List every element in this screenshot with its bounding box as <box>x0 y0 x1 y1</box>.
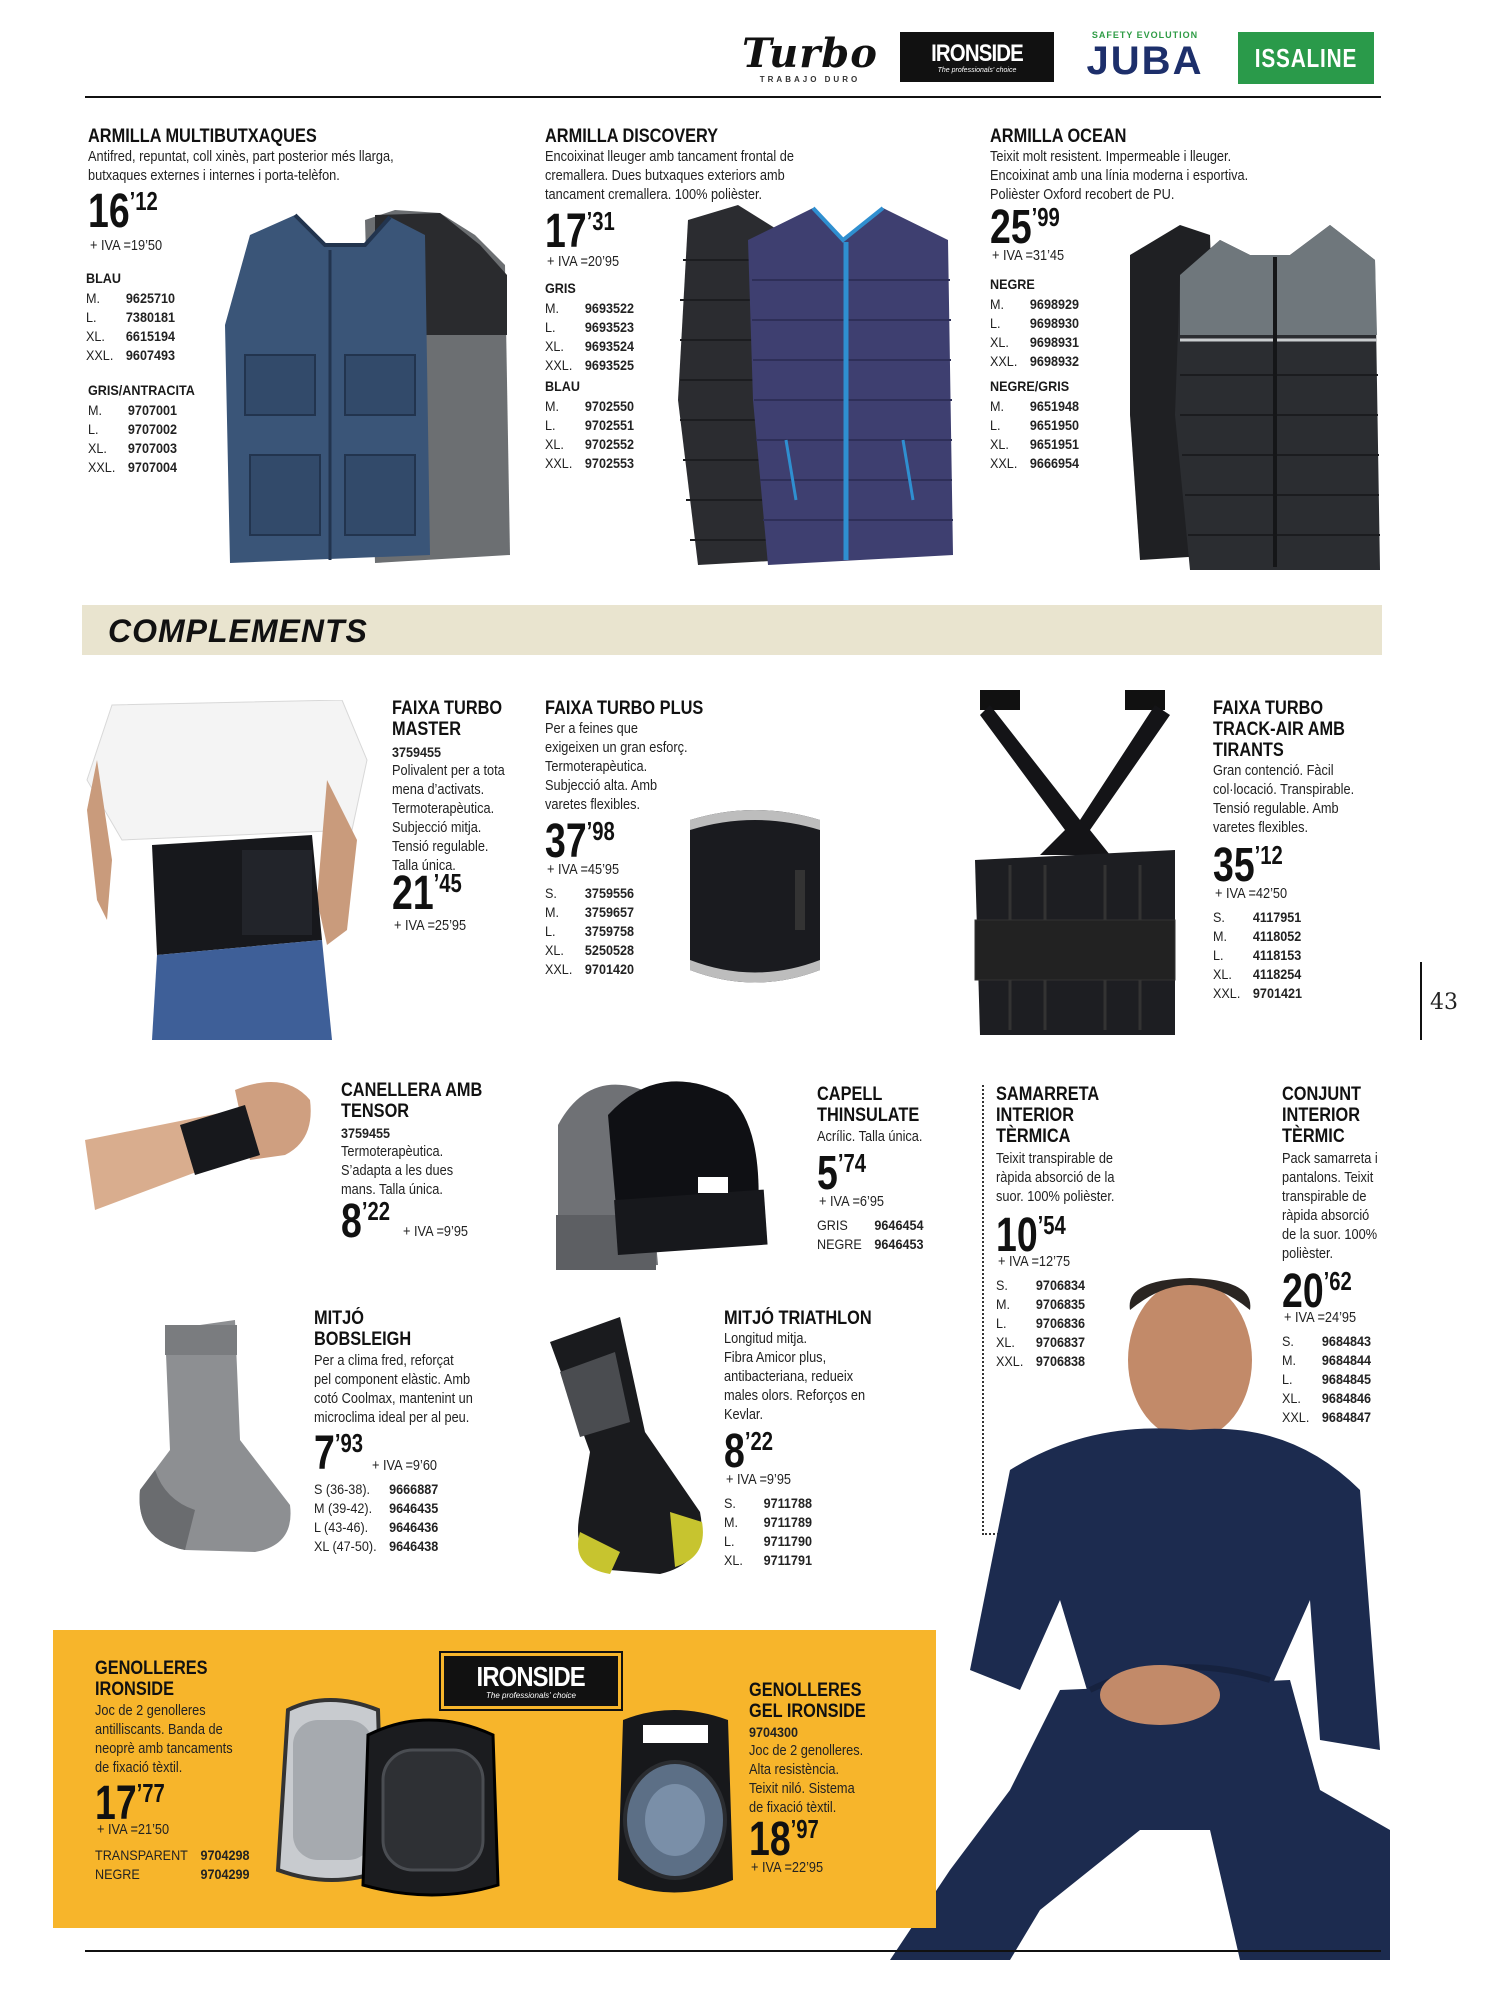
color-group-label: GRIS <box>545 280 576 296</box>
color-reference-list <box>95 1846 250 1884</box>
footer-rule <box>85 1950 1381 1952</box>
reference-row: XXL. 9701420 <box>545 961 634 977</box>
product-price: 7’93 <box>314 1427 364 1480</box>
reference-row: M. 9625710 <box>86 290 175 306</box>
reference-row: XL. 9711791 <box>724 1552 812 1568</box>
reference-row: L. 4118153 <box>1213 947 1302 963</box>
price-with-vat: + IVA =9’95 <box>403 1224 469 1240</box>
reference-row: XXL. 9684847 <box>1282 1409 1371 1425</box>
reference-row: M. 9693522 <box>545 300 634 316</box>
reference-row: L (43-46). 9646436 <box>314 1519 439 1535</box>
product-description: Teixit transpirable de ràpida absorció de la suor. 100% polièster. <box>996 1151 1115 1205</box>
reference-row: S. 9711788 <box>724 1495 812 1511</box>
thermal-underwear-model-image <box>890 1265 1390 1960</box>
price-with-vat: + IVA =9’95 <box>726 1472 792 1488</box>
price-with-vat: + IVA =45’95 <box>547 862 620 878</box>
ironside-logo: IRONSIDE The professionals' choice <box>441 1653 621 1709</box>
color-group-label: GRIS/ANTRACITA <box>88 382 195 398</box>
reference-list <box>545 299 634 375</box>
size-reference-list <box>1213 908 1302 1003</box>
product-description: Acrílic. Talla única. <box>817 1129 923 1145</box>
reference-row: L. 9711790 <box>724 1533 812 1549</box>
section-title: COMPLEMENTS <box>108 613 368 649</box>
reference-row: S. 3759556 <box>545 885 634 901</box>
color-group-label: NEGRE <box>990 276 1035 292</box>
reference-list <box>86 289 175 365</box>
product-description: Per a clima fred, reforçat pel component elàstic. Amb cotó Coolmax, mantenint un microclima ideal per al peu. <box>314 1353 473 1426</box>
beanie-hat-image <box>548 1065 773 1275</box>
size-reference-list <box>724 1494 812 1570</box>
product-description: Termoterapèutica. S’adapta a les dues mans. Talla única. <box>341 1144 454 1198</box>
product-price: 16’12 <box>88 185 158 238</box>
price-with-vat: + IVA =6’95 <box>819 1194 885 1210</box>
product-code: 9704300 <box>749 1724 799 1740</box>
header-rule <box>85 96 1381 98</box>
reference-row: XXL. 9698932 <box>990 353 1079 369</box>
price-with-vat: + IVA =12’75 <box>998 1254 1071 1270</box>
reference-row: XL. 9706837 <box>996 1334 1085 1350</box>
back-support-belt-model-image <box>82 700 372 1040</box>
reference-row: XL (47-50). 9646438 <box>314 1538 439 1554</box>
reference-row: M (39-42). 9646435 <box>314 1500 439 1516</box>
reference-row: NEGRE 9646453 <box>817 1236 924 1252</box>
price-with-vat: + IVA =20’95 <box>547 254 620 270</box>
product-title: CAPELL THINSULATE <box>817 1084 920 1126</box>
reference-row: M. 9706835 <box>996 1296 1085 1312</box>
ocean-vest-image <box>1125 215 1385 575</box>
product-description: Teixit molt resistent. Impermeable i lleuger. Encoixinat amb una línia moderna i esportiva. Polièster Oxford recobert de PU. <box>990 149 1249 203</box>
product-title: MITJÓ BOBSLEIGH <box>314 1308 412 1350</box>
reference-row: L. 9693523 <box>545 319 634 335</box>
reference-list <box>990 397 1079 473</box>
product-price: 5’74 <box>817 1147 867 1200</box>
reference-row: L. 9707002 <box>88 421 177 437</box>
page-number: 43 <box>1430 990 1458 1015</box>
product-price: 8’22 <box>341 1195 391 1248</box>
reference-row: NEGRE 9704299 <box>95 1866 250 1882</box>
price-with-vat: + IVA =22’95 <box>751 1860 824 1876</box>
reference-row: M. 9698929 <box>990 296 1079 312</box>
product-title: GENOLLERES GEL IRONSIDE <box>749 1680 866 1722</box>
price-with-vat: + IVA =25’95 <box>394 918 467 934</box>
reference-row: M. 9707001 <box>88 402 177 418</box>
reference-row: M. 3759657 <box>545 904 634 920</box>
product-title: FAIXA TURBO PLUS <box>545 698 704 719</box>
section-band <box>82 605 1382 655</box>
price-with-vat: + IVA =42’50 <box>1215 886 1288 902</box>
wrist-support-image <box>85 1070 315 1220</box>
product-title: CONJUNT INTERIOR TÈRMIC <box>1282 1084 1361 1147</box>
price-with-vat: + IVA =31’45 <box>992 248 1065 264</box>
product-description: Pack samarreta i pantalons. Teixit transpirable de ràpida absorció de la suor. 100% polièster. <box>1282 1151 1378 1262</box>
reference-list <box>990 295 1079 371</box>
gel-knee-pad-image <box>608 1700 743 1900</box>
product-price: 25’99 <box>990 201 1060 254</box>
product-price: 35’12 <box>1213 839 1283 892</box>
size-reference-list <box>545 884 634 979</box>
color-group-label: BLAU <box>86 270 122 286</box>
product-title: CANELLERA AMB TENSOR <box>341 1080 483 1122</box>
reference-row: M. 4118052 <box>1213 928 1302 944</box>
reference-row: XXL. 9702553 <box>545 455 634 471</box>
product-description: Longitud mitja. Fibra Amicor plus, antibacteriana, redueix males olors. Reforços en Kevlar. <box>724 1331 866 1423</box>
reference-row: XXL. 9701421 <box>1213 985 1302 1001</box>
product-price: 37’98 <box>545 815 615 868</box>
reference-row: L. 9702551 <box>545 417 634 433</box>
product-price: 17’77 <box>95 1777 165 1830</box>
reference-row: XL. 4118254 <box>1213 966 1302 982</box>
product-code: 3759455 <box>392 744 442 760</box>
product-price: 21’45 <box>392 867 462 920</box>
reference-row: M. 9711789 <box>724 1514 812 1530</box>
reference-list <box>88 401 177 477</box>
product-description: Joc de 2 genolleres. Alta resistència. Teixit niló. Sistema de fixació tèxtil. <box>749 1743 864 1816</box>
reference-row: XXL. 9693525 <box>545 357 634 373</box>
issaline-logo: ISSALINE <box>1238 32 1374 84</box>
product-description: Joc de 2 genolleres antilliscants. Banda de neoprè amb tancaments de fixació tèxtil. <box>95 1703 233 1776</box>
product-description: Per a feines que exigeixen un gran esforç. Termoterapèutica. Subjecció alta. Amb varetes flexibles. <box>545 721 688 813</box>
back-support-with-braces-image <box>960 680 1190 1040</box>
reference-row: S. 9706834 <box>996 1277 1085 1293</box>
black-sock-image <box>540 1312 710 1582</box>
product-description: Gran contenció. Fàcil col·locació. Transpirable. Tensió regulable. Amb varetes flexibles. <box>1213 763 1355 836</box>
reference-row: S. 4117951 <box>1213 909 1302 925</box>
size-reference-list <box>314 1480 438 1556</box>
knee-pads-image <box>268 1690 508 1900</box>
reference-row: XXL. 9707004 <box>88 459 177 475</box>
multipocket-vest-image <box>225 205 515 567</box>
price-with-vat: + IVA =9’60 <box>372 1458 438 1474</box>
reference-row: M. 9702550 <box>545 398 634 414</box>
reference-row: XL. 9702552 <box>545 436 634 452</box>
reference-row: XL. 9651951 <box>990 436 1079 452</box>
reference-row: XXL. 9666954 <box>990 455 1079 471</box>
product-price: 20’62 <box>1282 1265 1352 1318</box>
product-title: FAIXA TURBO MASTER <box>392 698 503 740</box>
product-title: ARMILLA DISCOVERY <box>545 126 719 147</box>
back-support-belt-image <box>680 800 830 990</box>
reference-row: S. 9684843 <box>1282 1333 1371 1349</box>
reference-row: M. 9651948 <box>990 398 1079 414</box>
reference-row: XL. 9698931 <box>990 334 1079 350</box>
product-price: 18’97 <box>749 1813 819 1866</box>
product-description: Antifred, repuntat, coll xinès, part posterior més llarga, butxaques externes i internes i porta-telèfon. <box>88 149 394 184</box>
product-title: ARMILLA OCEAN <box>990 126 1127 147</box>
product-title: ARMILLA MULTIBUTXAQUES <box>88 126 317 147</box>
product-title: FAIXA TURBO TRACK-AIR AMB TIRANTS <box>1213 698 1345 761</box>
reference-row: L. 3759758 <box>545 923 634 939</box>
reference-row: XL. 9684846 <box>1282 1390 1371 1406</box>
reference-row: XXL. 9706838 <box>996 1353 1085 1369</box>
product-title: MITJÓ TRIATHLON <box>724 1308 872 1329</box>
product-description: Polivalent per a tota mena d’activats. Termoterapèutica. Subjecció mitja. Tensió regulable. Talla única. <box>392 763 505 874</box>
product-title: SAMARRETA INTERIOR TÈRMICA <box>996 1084 1100 1147</box>
color-group-label: BLAU <box>545 378 581 394</box>
reference-row: XL. 6615194 <box>86 328 175 344</box>
reference-row: XL. 9693524 <box>545 338 634 354</box>
turbo-logo: Turbo TRABAJO DURO <box>742 29 878 84</box>
reference-row: GRIS 9646454 <box>817 1217 924 1233</box>
grey-sock-image <box>125 1320 295 1560</box>
product-code: 3759455 <box>341 1125 391 1141</box>
reference-row: L. 9706836 <box>996 1315 1085 1331</box>
reference-row: L. 7380181 <box>86 309 175 325</box>
price-with-vat: + IVA =21’50 <box>97 1822 170 1838</box>
product-price: 17’31 <box>545 205 615 258</box>
product-price: 10’54 <box>996 1209 1066 1262</box>
discovery-vest-image <box>668 200 958 570</box>
juba-logo: SAFETY EVOLUTION JUBA <box>1086 30 1204 83</box>
reference-row: L. 9651950 <box>990 417 1079 433</box>
product-title: GENOLLERES IRONSIDE <box>95 1658 208 1700</box>
price-with-vat: + IVA =19’50 <box>90 238 163 254</box>
price-with-vat: + IVA =24’95 <box>1284 1310 1357 1326</box>
reference-row: L. 9698930 <box>990 315 1079 331</box>
reference-list <box>545 397 634 473</box>
brand-logos <box>740 26 1380 90</box>
color-group-label: NEGRE/GRIS <box>990 378 1070 394</box>
page-number-rule <box>1420 962 1422 1040</box>
product-description: Encoixinat lleuger amb tancament frontal de cremallera. Dues butxaques exteriors amb tancament cremallera. 100% polièster. <box>545 149 794 203</box>
product-price: 8’22 <box>724 1425 774 1478</box>
reference-row: M. 9684844 <box>1282 1352 1371 1368</box>
reference-row: L. 9684845 <box>1282 1371 1371 1387</box>
reference-row: TRANSPARENT 9704298 <box>95 1847 250 1863</box>
reference-row: XXL. 9607493 <box>86 347 175 363</box>
reference-row: S (36-38). 9666887 <box>314 1481 439 1497</box>
color-reference-list <box>817 1216 923 1254</box>
reference-row: XL. 5250528 <box>545 942 634 958</box>
ironside-logo: IRONSIDE The professionals' choice <box>900 32 1054 82</box>
reference-row: XL. 9707003 <box>88 440 177 456</box>
